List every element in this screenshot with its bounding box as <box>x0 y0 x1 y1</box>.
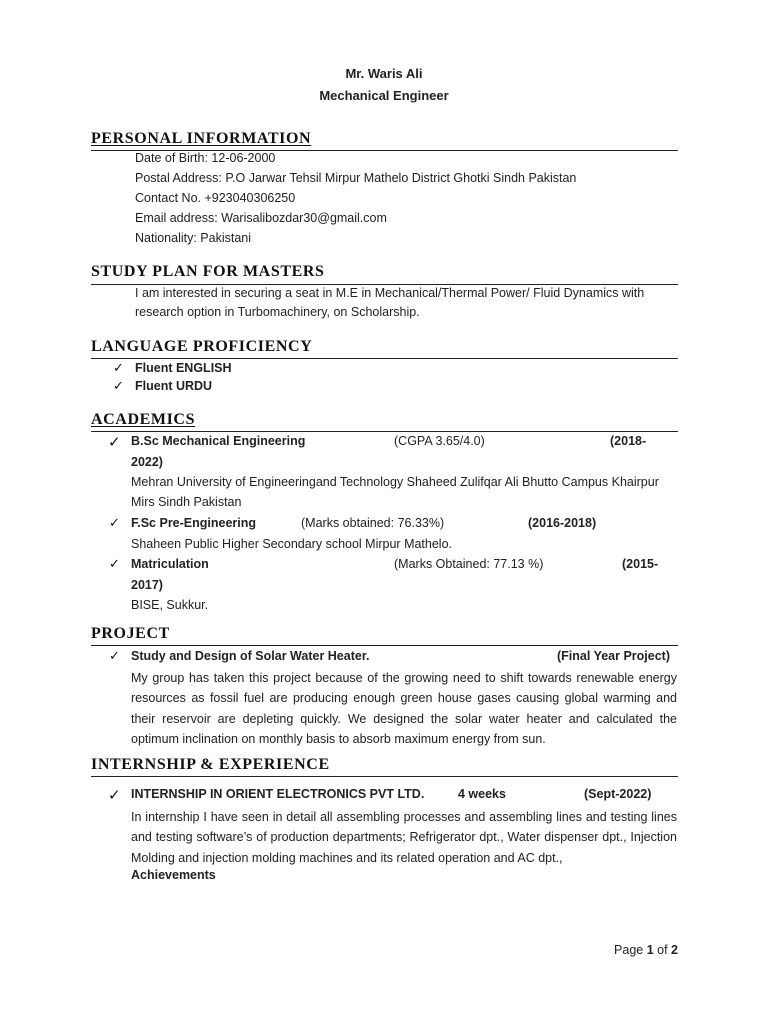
checkmark-icon: ✓ <box>109 648 120 663</box>
page-of: of <box>653 943 672 957</box>
internship-duration: 4 weeks <box>458 787 506 801</box>
achievements-label: Achievements <box>131 868 216 882</box>
degree-matric-years-start: (2015- <box>622 557 659 571</box>
degree-matric-institution: BISE, Sukkur. <box>131 598 209 612</box>
page-prefix: Page <box>614 943 647 957</box>
section-divider <box>91 431 678 432</box>
section-divider <box>91 358 678 359</box>
checkmark-icon: ✓ <box>113 378 124 393</box>
project-description: My group has taken this project because of the growing need to shift towards renewable energy resources as fossil fuel are producing enough green house gases causing global warming and their reservoir are depleting quickly. We designed the solar water heater and calculated the optimum inclination on monthly basis to absorb maximum energy from sun. <box>131 671 677 746</box>
internship-title: INTERNSHIP IN ORIENT ELECTRONICS PVT LTD. <box>131 787 425 801</box>
degree-bsc-years-end: 2022) <box>131 455 163 469</box>
section-divider <box>91 645 678 646</box>
email-address: Email address: Warisalibozdar30@gmail.com <box>135 211 387 225</box>
section-divider <box>91 776 678 777</box>
project-tag: (Final Year Project) <box>557 649 671 663</box>
degree-fsc-score: (Marks obtained: 76.33%) <box>301 516 445 530</box>
degree-fsc-title: F.Sc Pre-Engineering <box>131 516 257 530</box>
project-title: Study and Design of Solar Water Heater. <box>131 649 370 663</box>
section-heading-internship: INTERNSHIP & EXPERIENCE <box>91 756 330 773</box>
language-item-english: Fluent ENGLISH <box>135 361 232 375</box>
degree-fsc-years: (2016-2018) <box>528 516 597 530</box>
degree-matric-score: (Marks Obtained: 77.13 %) <box>394 557 544 571</box>
degree-matric-title: Matriculation <box>131 557 209 571</box>
degree-bsc-score: (CGPA 3.65/4.0) <box>394 434 485 448</box>
degree-bsc-institution-line2: Mirs Sindh Pakistan <box>131 495 242 509</box>
section-heading-study-plan: STUDY PLAN FOR MASTERS <box>91 263 325 280</box>
degree-matric-years-end: 2017) <box>131 578 163 592</box>
checkmark-icon: ✓ <box>109 515 120 530</box>
section-heading-personal: PERSONAL INFORMATION <box>91 130 312 147</box>
internship-description: In internship I have seen in detail all assembling processes and assembling lines and testing lines and testing software’s of production departments; Refrigerator dpt., Water dispenser dpt., Injection Molding and injection molding machines and its related operation and AC dpt., <box>131 810 677 865</box>
checkmark-icon: ✓ <box>108 787 121 804</box>
section-heading-project: PROJECT <box>91 625 170 642</box>
section-divider <box>91 284 678 285</box>
candidate-name: Mr. Waris Ali <box>345 66 423 81</box>
degree-bsc-years-start: (2018- <box>610 434 647 448</box>
checkmark-icon: ✓ <box>109 556 120 571</box>
candidate-title: Mechanical Engineer <box>319 88 449 103</box>
postal-address: Postal Address: P.O Jarwar Tehsil Mirpur Mathelo District Ghotki Sindh Pakistan <box>135 171 577 185</box>
contact-number: Contact No. +923040306250 <box>135 191 296 205</box>
internship-date: (Sept-2022) <box>584 787 652 801</box>
degree-bsc-institution-line1: Mehran University of Engineeringand Technology Shaheed Zulifqar Ali Bhutto Campus Khairpur <box>131 475 659 489</box>
study-plan-text-line1: I am interested in securing a seat in M.E in Mechanical/Thermal Power/ Fluid Dynamics with <box>135 286 645 300</box>
study-plan-text-line2: research option in Turbomachinery, on Scholarship. <box>135 305 420 319</box>
degree-bsc-title: B.Sc Mechanical Engineering <box>131 434 306 448</box>
checkmark-icon: ✓ <box>108 434 121 451</box>
section-heading-academics: ACADEMICS <box>91 411 196 428</box>
date-of-birth: Date of Birth: 12-06-2000 <box>135 151 276 165</box>
checkmark-icon: ✓ <box>113 360 124 375</box>
page-number <box>614 943 678 957</box>
section-heading-language: LANGUAGE PROFICIENCY <box>91 338 313 355</box>
page-current: 1 <box>646 943 654 957</box>
nationality: Nationality: Pakistani <box>135 231 252 245</box>
page-total: 2 <box>671 943 678 957</box>
language-item-urdu: Fluent URDU <box>135 379 213 393</box>
degree-fsc-institution: Shaheen Public Higher Secondary school Mirpur Mathelo. <box>131 537 453 551</box>
